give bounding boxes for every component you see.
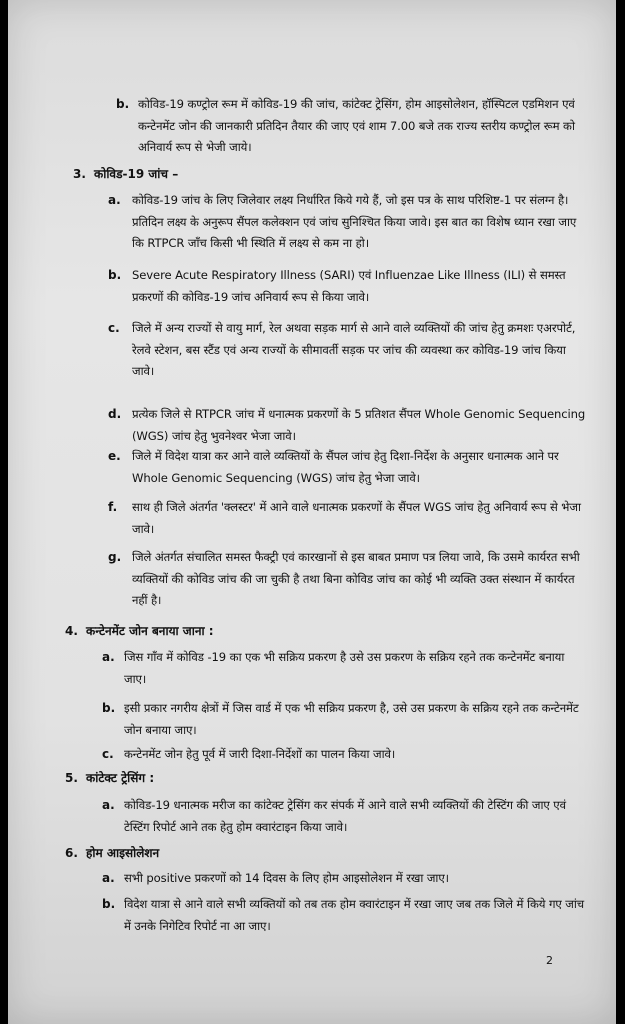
item-text: Severe Acute Respiratory Illness (SARI) एवं Influenzae Like Illness (ILI) से समस्त प्रकरणों की कोविड-19 जांच अनिवार्य रूप से किया जावे। [132, 268, 566, 304]
item-text: इसी प्रकार नगरीय क्षेत्रों में जिस वार्ड में एक भी सक्रिय प्रकरण है, उसे उस प्रकरण के सक्रिय रहने तक कन्टेनमेंट जोन बनाया जाए। [124, 701, 579, 737]
item-label: a. [102, 650, 115, 664]
item-label: b. [108, 268, 122, 282]
item-text: कोविड-19 धनात्मक मरीज का कांटेक्ट ट्रेसिंग कर संपर्क में आने वाले सभी व्यक्तियों की टेस्टिंग की जाए एवं टेस्टिंग रिपोर्ट आने तक हेतु होम क्वारंटाइन किया जावे। [124, 798, 566, 834]
item-text: जिले में विदेश यात्रा कर आने वाले व्यक्तियों के सैंपल जांच हेतु दिशा-निर्देश के अनुसार धनात्मक आने पर Whole Genomic Sequencing (WGS) जांच हेतु भेजा जावे। [132, 449, 559, 485]
item-label: f. [108, 500, 118, 514]
item-label: a. [102, 798, 115, 812]
item-label: c. [102, 747, 114, 761]
section-title: कांटेक्ट ट्रेसिंग : [86, 771, 155, 785]
item-text: कोविड-19 कण्ट्रोल रूम में कोविड-19 की जांच, कांटेक्ट ट्रेसिंग, होम आइसोलेशन, हॉस्पिटल एडमिशन एवं कन्टेनमेंट जोन की जानकारी प्रतिदिन तैयार की जाए एवं शाम 7.00 बजे तक राज्य स्तरीय कण्ट्रोल रूम को अनिवार्य रूप से भेजी जाये। [138, 97, 575, 154]
item-text: सभी positive प्रकरणों को 14 दिवस के लिए होम आइसोलेशन में रखा जाए। [124, 871, 449, 885]
item-label: a. [108, 193, 121, 207]
section-title: कोविड-19 जांच – [94, 167, 179, 181]
item-text: जिले में अन्य राज्यों से वायु मार्ग, रेल अथवा सड़क मार्ग से आने वाले व्यक्तियों की जांच हेतु क्रमशः एअरपोर्ट, रेलवे स्टेशन, बस स्टैंड एवं अन्य राज्यों के सीमावर्ती सड़क पर जांच की व्यवस्था कर कोविड-19 जांच किया जावे। [132, 321, 576, 378]
section-number: 3. [73, 167, 86, 181]
document-page [8, 0, 616, 1024]
section-title: होम आइसोलेशन [86, 846, 160, 860]
item-text: कन्टेनमेंट जोन हेतु पूर्व में जारी दिशा-निर्देशों का पालन किया जावे। [124, 747, 396, 761]
section-number: 5. [65, 771, 78, 785]
section-number: 4. [65, 624, 78, 638]
item-label: b. [116, 97, 130, 111]
item-label: g. [108, 550, 122, 564]
item-text: विदेश यात्रा से आने वाले सभी व्यक्तियों को तब तक होम क्वारंटाइन में रखा जाए जब तक जिले में किये गए जांच में उनके निगेटिव रिपोर्ट ना आ जाए। [124, 897, 585, 933]
item-label: c. [108, 321, 120, 335]
item-text: प्रत्येक जिले से RTPCR जांच में धनात्मक प्रकरणों के 5 प्रतिशत सैंपल Whole Genomic Sequencing (WGS) जांच हेतु भुवनेश्वर भेजा जावे। [132, 407, 586, 443]
item-label: e. [108, 449, 121, 463]
page-number: 2 [546, 954, 553, 967]
section-number: 6. [65, 846, 78, 860]
item-label: b. [102, 701, 116, 715]
item-text: जिले अंतर्गत संचालित समस्त फैक्ट्री एवं कारखानों से इस बाबत प्रमाण पत्र लिया जावे, कि उसमे कार्यरत सभी व्यक्तियों की कोविड जांच की जा चुकी है तथा बिना कोविड जांच का कोई भी व्यक्ति उक्त संस्थान में कार्यरत नहीं है। [132, 550, 580, 607]
item-label: d. [108, 407, 122, 421]
item-label: b. [102, 897, 116, 911]
item-text: कोविड-19 जांच के लिए जिलेवार लक्ष्य निर्धारित किये गये हैं, जो इस पत्र के साथ परिशिष्ट-1 पर संलग्न है। प्रतिदिन लक्ष्य के अनुरूप सैंपल कलेक्शन एवं जांच सुनिश्चित किया जावे। इस बात का विशेष ध्यान रखा जाए कि RTPCR जाँच किसी भी स्थिति में लक्ष्य से कम ना हो। [132, 193, 577, 250]
item-text: जिस गाँव में कोविड -19 का एक भी सक्रिय प्रकरण है उसे उस प्रकरण के सक्रिय रहने तक कन्टेनमेंट बनाया जाए। [124, 650, 565, 686]
item-label: a. [102, 871, 115, 885]
section-title: कन्टेनमेंट जोन बनाया जाना : [86, 624, 214, 638]
item-text: साथ ही जिले अंतर्गत 'क्लस्टर' में आने वाले धनात्मक प्रकरणों के सैंपल WGS जांच हेतु अनिवार्य रूप से भेजा जावे। [132, 500, 581, 536]
